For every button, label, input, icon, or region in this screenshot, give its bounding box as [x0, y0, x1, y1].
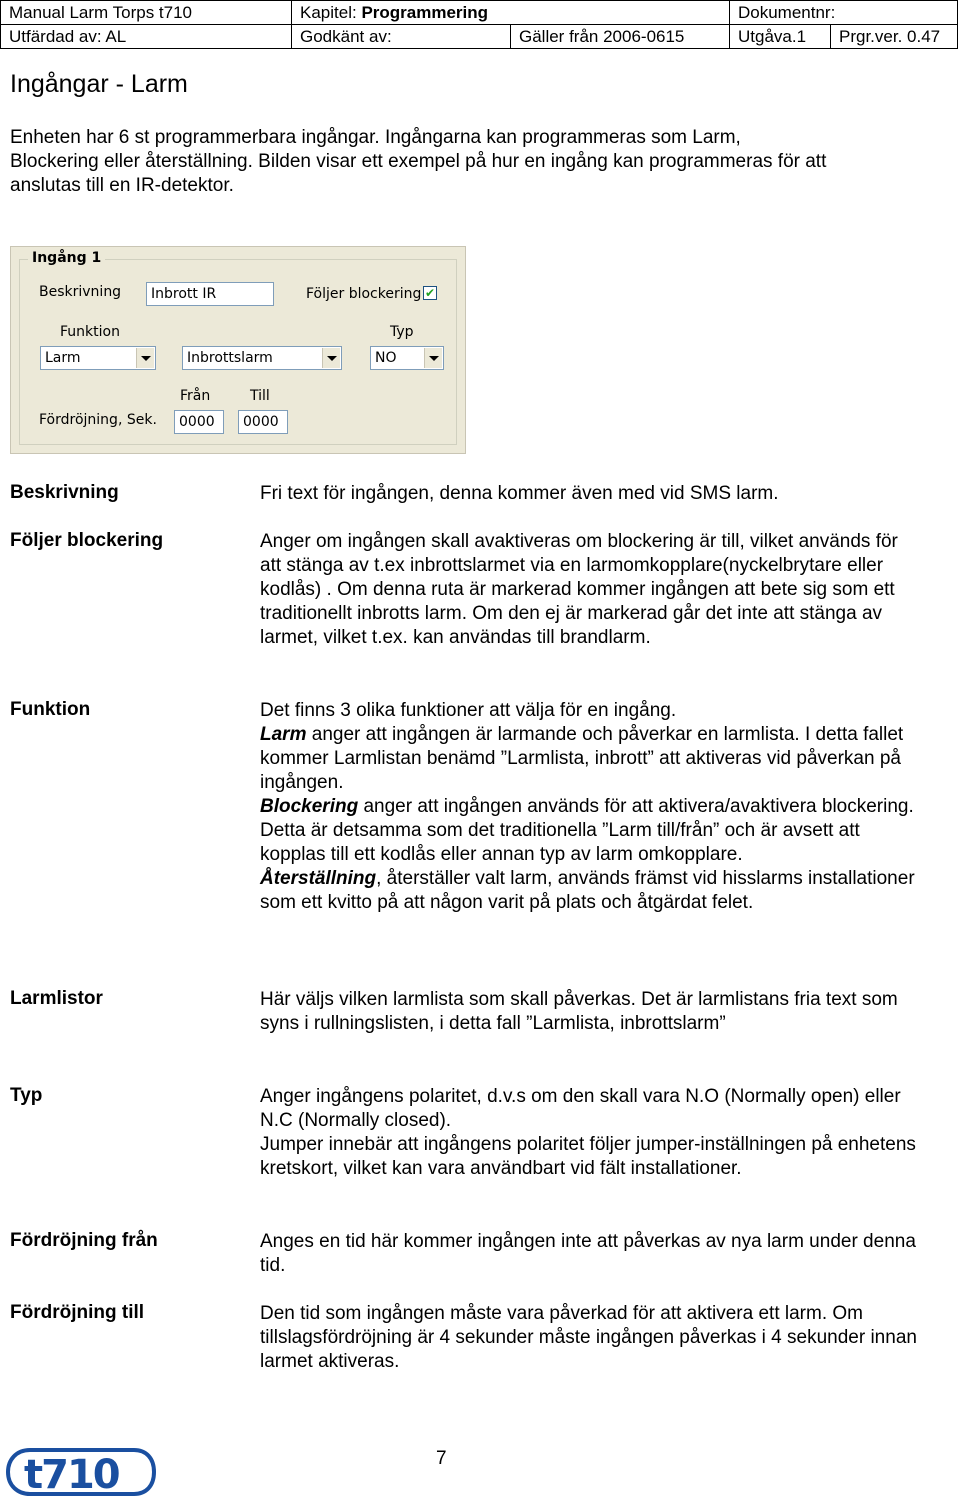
- description-input[interactable]: Inbrott IR: [146, 282, 274, 306]
- page-number: 7: [436, 1448, 447, 1469]
- chevron-down-icon[interactable]: [322, 348, 340, 368]
- term-typ: Typ: [10, 1085, 43, 1106]
- term-fordrojning-fran: Fördröjning från: [10, 1230, 158, 1251]
- desc-foljer-text: Anger om ingången skall avaktiveras om blockering är till, vilket används för att stänga av t.ex inbrottslarmet via en larmomkopplare(nyckelbrytare eller kodlås) . Om denna ruta är markerad kommer ingången att bete sig som ett traditionellt inbrotts larm. Om den ej är markerad går det inte att stänga av larmet, vilket t.ex. kan användas till brandlarm.: [260, 531, 898, 648]
- term-fordrojning-till: Fördröjning till: [10, 1302, 145, 1323]
- desc-typ-text1: Anger ingångens polaritet, d.v.s om den skall vara N.O (Normally open) eller N.C (Normally closed).: [260, 1086, 901, 1131]
- intro-paragraph: Enheten har 6 st programmerbara ingångar. Ingångarna kan programmeras som Larm, Blockering eller återställning. Bilden visar ett exempel på hur en ingång kan programmeras för att anslutas till en IR-detektor.: [10, 127, 827, 196]
- delay-to-input[interactable]: 0000: [238, 410, 288, 434]
- svg-text:t710: t710: [24, 1452, 119, 1498]
- function-select-value: Larm: [45, 350, 81, 366]
- function-select[interactable]: [40, 346, 156, 370]
- desc-foljer-blockering: [260, 530, 920, 650]
- valid-from: Gäller från 2006-0615: [511, 25, 730, 49]
- document-header: [0, 0, 958, 49]
- chevron-down-icon[interactable]: [424, 348, 442, 368]
- desc-larmlistor: [260, 988, 920, 1036]
- page-title: Ingångar - Larm: [10, 70, 188, 98]
- groupbox-title: Ingång 1: [28, 250, 105, 266]
- desc-beskrivning-text: Fri text för ingången, denna kommer även med vid SMS larm.: [260, 483, 779, 504]
- chapter-value: Programmering: [361, 3, 489, 22]
- document-number: Dokumentnr:: [730, 1, 958, 25]
- chevron-down-icon[interactable]: [136, 348, 154, 368]
- desc-typ-text2: Jumper innebär att ingångens polaritet följer jumper-inställningen på enhetens kretskort, vilket kan vara användbart vid fält installationer.: [260, 1134, 916, 1179]
- chapter-label: Kapitel:: [300, 3, 362, 22]
- term-beskrivning: Beskrivning: [10, 482, 119, 503]
- desc-funktion-blockering: [260, 795, 920, 867]
- term-foljer-blockering: Följer blockering: [10, 530, 164, 551]
- chapter-cell: [292, 1, 730, 25]
- from-label: Från: [180, 388, 211, 404]
- term-larmlistor: Larmlistor: [10, 988, 103, 1009]
- larm-text: anger att ingången är larmande och påverkar en larmlista. I detta fallet kommer Larmlistan benämd ”Larmlista, inbrott” att aktiveras vid påverkan på ingången.: [260, 724, 904, 793]
- alarm-list-select[interactable]: [182, 346, 342, 370]
- program-version: Prgr.ver. 0.47: [831, 25, 958, 49]
- desc-fordrojning-fran: [260, 1230, 920, 1278]
- larm-term: Larm: [260, 724, 307, 745]
- desc-typ: [260, 1085, 920, 1181]
- type-label: Typ: [390, 324, 414, 340]
- approved-by: Godkänt av:: [292, 25, 511, 49]
- desc-beskrivning: [260, 482, 920, 506]
- follows-blocking-checkbox[interactable]: ✔: [424, 286, 436, 300]
- to-label: Till: [250, 388, 270, 404]
- input-settings-dialog: [10, 246, 466, 454]
- delay-label: Fördröjning, Sek.: [39, 412, 157, 428]
- header-row-1: [1, 1, 958, 25]
- aterstallning-text: , återställer valt larm, används främst vid hisslarms installationer som ett kvitto på att någon varit på plats och åtgärdat felet.: [260, 868, 915, 913]
- desc-fran-text: Anges en tid här kommer ingången inte att påverkas av nya larm under denna tid.: [260, 1231, 916, 1276]
- term-funktion: Funktion: [10, 699, 91, 720]
- blockering-text: anger att ingången används för att aktivera/avaktivera blockering. Detta är detsamma som det traditionella ”Larm till/från” och är avsett att kopplas till ett kodlås eller annan typ av larm omkopplare.: [260, 796, 914, 865]
- desc-funktion-larm: [260, 723, 920, 795]
- desc-fordrojning-till: [260, 1302, 920, 1374]
- desc-funktion-aterstallning: [260, 867, 920, 915]
- desc-funktion-intro: Det finns 3 olika funktioner att välja för en ingång.: [260, 700, 677, 721]
- function-label: Funktion: [60, 324, 120, 340]
- blockering-term: Blockering: [260, 796, 359, 817]
- desc-larmlistor-text: Här väljs vilken larmlista som skall påverkas. Det är larmlistans fria text som syns i rullningslisten, i detta fall ”Larmlista, inbrottslarm”: [260, 989, 898, 1034]
- desc-funktion: [260, 699, 920, 915]
- t710-logo: [6, 1446, 156, 1498]
- aterstallning-term: Återställning: [260, 868, 377, 889]
- delay-from-input[interactable]: 0000: [174, 410, 224, 434]
- issued-by: Utfärdad av: AL: [1, 25, 292, 49]
- follows-blocking-label: Följer blockering: [306, 286, 422, 302]
- desc-till-text: Den tid som ingången måste vara påverkad för att aktivera ett larm. Om tillslagsfördröjning är 4 sekunder måste ingången påverkas i 4 sekunder innan larmet aktiveras.: [260, 1303, 917, 1372]
- type-select-value: NO: [375, 350, 397, 366]
- input-groupbox: [19, 250, 457, 445]
- manual-title: Manual Larm Torps t710: [1, 1, 292, 25]
- description-label: Beskrivning: [39, 284, 122, 300]
- header-row-2: [1, 25, 958, 49]
- type-select[interactable]: [370, 346, 444, 370]
- alarm-list-select-value: Inbrottslarm: [187, 350, 273, 366]
- edition: Utgåva.1: [730, 25, 831, 49]
